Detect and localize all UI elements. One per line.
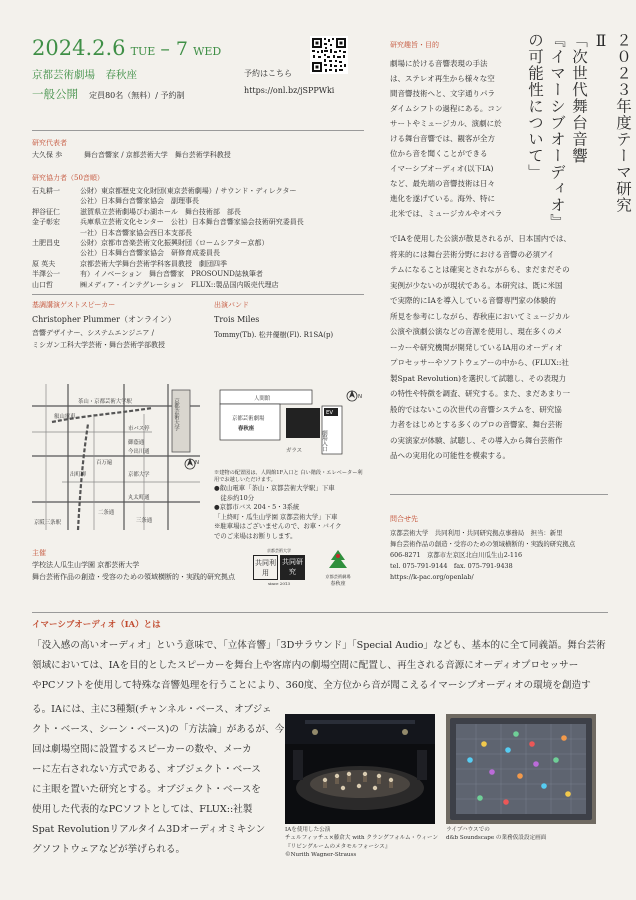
purpose-line: 力者をはじめとする多くのプロの音響家、舞台芸術: [390, 420, 563, 429]
date-sep: – 7: [160, 38, 188, 60]
photo1-caption-line: チェルフィッチュ×藤倉大 with クラングフォルム・ウィーン: [285, 835, 439, 842]
collab-member: [32, 269, 364, 279]
ia-line: る。IAには、主に3種類(チャンネル・ベース、オブジェ: [32, 704, 272, 715]
ia-line: 領域においては、IAを目的としたスピーカーを舞台上や客席内の劇場空間に配置し、再生される音源にオーディオプロセッサー: [32, 660, 579, 671]
photo2-caption-line: ライブハウスでの: [446, 827, 490, 833]
photo1-caption-line: ©Nurith Wagner-Strauss: [285, 852, 357, 859]
collab-desc: 公財）東京都歴史文化財団(東京芸術劇場）/ サウンド・ディレクター: [80, 187, 297, 195]
divider-speaker: [32, 294, 364, 295]
photo1-caption-line: IAを使用した公演: [285, 827, 331, 833]
qr-code-icon[interactable]: [310, 36, 348, 74]
purpose-line: 進化を遂げている。海外、特に: [390, 194, 495, 203]
collab-member: [32, 196, 364, 206]
divider-ia: [32, 612, 608, 613]
contact-block: [390, 528, 610, 583]
purpose-line: 位から音を聞くことができる: [390, 149, 488, 158]
divider-rep: [32, 130, 364, 131]
collab-name: [32, 196, 80, 206]
purpose-line: 所見を参考にしながら、春秋座においてミュージカル: [390, 311, 570, 321]
map-label-station: 茶山・京都芸術大学駅: [78, 399, 132, 405]
band-heading: 出演バンド: [214, 301, 249, 309]
reserve-label: 予約はこちら: [244, 69, 292, 78]
ia-line: グソフトウェアなどが挙げられる。: [32, 844, 186, 855]
title-line1: ２０２３年度テーマ研究Ⅱ: [592, 32, 632, 214]
collab-name: 山口哲: [32, 280, 53, 289]
ia-heading: イマーシブオーディオ（IA）とは: [32, 620, 161, 630]
software-screen-photo: [446, 714, 596, 824]
collab-name: [32, 228, 80, 238]
collab-name: [32, 248, 80, 258]
contact-line: tel. 075-791-9144 fax. 075-791-9438: [390, 562, 513, 570]
area-map: [32, 384, 200, 530]
purpose-line: など、最先端の音響技術は日々: [390, 179, 495, 188]
collab-name: 金子彰宏: [32, 218, 60, 227]
collab-member: [32, 238, 364, 248]
event-date: [32, 36, 221, 60]
purpose-line: ける舞台音響では、観客が全方: [390, 134, 495, 143]
venue-map-north: N: [358, 394, 363, 400]
photo1-caption: [285, 826, 437, 860]
purpose-line: 北米では、ミュージカルやオペラ: [390, 209, 503, 218]
purpose-wide: [390, 231, 608, 464]
collab-desc: 兵庫県立芸術文化センター 公社）日本舞台音響家協会技術研究委員長: [80, 218, 304, 227]
contact-line: 606-8271 京都市左京区北白川瓜生山2-116: [390, 551, 523, 559]
collab-member: [32, 259, 364, 269]
purpose-line: で実際的にIAを導入している音響専門家の体験的: [390, 296, 556, 305]
collab-name: 押谷征仁: [32, 207, 60, 216]
collab-member: [32, 228, 364, 238]
public-info: [32, 83, 185, 102]
map-label-marutamachi: 丸太町通: [128, 495, 150, 501]
joint-logo-top: 京都芸術大学: [267, 548, 291, 553]
organizer-line1: 学校法人瓜生山学園 京都芸術大学: [32, 561, 140, 569]
date-day2: WED: [193, 45, 222, 58]
purpose-line: は、ステレオ再生から様々な空: [390, 74, 495, 83]
contact-line: 舞台芸術作品の創造・受容のための領域横断的・実践的研究拠点: [390, 540, 576, 548]
collab-desc: 公財）京都市音楽芸術文化振興財団（ロームシアター京都）: [80, 239, 269, 248]
purpose-line: でIAを使用した公演が散見されるが、日本国内では、: [390, 234, 571, 243]
purpose-line: 将来的には舞台芸術分野における音響の必須アイ: [390, 249, 555, 259]
collab-desc: 滋賀県立芸術劇場びわ湖ホール 舞台技術部 部長: [80, 207, 241, 216]
collab-list: [32, 186, 364, 290]
map-label-busstop: 市バス停: [128, 426, 150, 432]
public-label: 一般公開: [32, 87, 78, 101]
rep-name: 大久保 歩: [32, 151, 63, 159]
map-label-kyodai: 京都大学: [128, 472, 150, 478]
speaker-desc1: 音響デザイナー、システムエンジニア /: [32, 329, 154, 337]
collab-name: 半澤公一: [32, 270, 60, 279]
purpose-line: 実例が少ないのが現状である。本研究は、既に米国: [390, 280, 563, 290]
ia-line: やPCソフトを使用して特殊な音響処理を行うことにより、360度、全方位から音が聞こえるイマーシブオーディオの環境を創造す: [32, 680, 591, 691]
organizer-heading: 主催: [32, 549, 46, 557]
collab-desc: 有）イノベーション 舞台音響家 PROSOUND誌執筆者: [80, 270, 263, 279]
venue-map-note: ※建物の配置図は、人間館1F入口と 白い階段・エレベーター利用でお越しいただけます。: [214, 470, 363, 483]
photo1-caption-line: 『リビングルームのメタモルフォーシス』: [285, 843, 391, 850]
purpose-line: 間音響技術へと、文字通りパラ: [390, 89, 495, 98]
map-campus-label: 京都芸術大学: [173, 398, 179, 431]
access-line: ※駐車場はございませんので、お車・バイク: [214, 522, 342, 531]
collab-desc: 一社）日本音響家協会西日本支部長: [80, 228, 192, 237]
photo2-caption: [446, 826, 598, 843]
contact-url[interactable]: https://k-pac.org/openlab/: [390, 573, 474, 581]
shunjuza-logo-line2: 春秋座: [330, 581, 346, 587]
shunjuza-logo-icon: [325, 548, 351, 570]
ia-narrow-text: [32, 700, 285, 860]
purpose-line: プロセッサーやソフトウェアーの中から、(FLUX::社: [390, 358, 569, 367]
joint-logo-2: 共同研究: [280, 555, 305, 580]
ia-line: 使用した代表的なPCソフトとしては、FLUX::社製: [32, 804, 253, 815]
venue-map-shunjuza: 春秋座: [238, 426, 255, 432]
access-line: でのご来場はお断りします。: [214, 531, 297, 540]
purpose-narrow: [390, 56, 520, 221]
shunjuza-logo-line1: 京都芸術劇場: [325, 574, 351, 579]
map-label-demachi: 出町柳: [70, 472, 87, 478]
collab-member: [32, 217, 364, 227]
band-members: Tommy(Tb). 松井優樹(Fl). R1SA(p): [214, 331, 334, 339]
purpose-line: サートやミュージカル、演劇に於: [390, 119, 502, 128]
collab-desc: 公社）日本舞台音響家協会 研修育成委員長: [80, 249, 220, 258]
ia-line: ーに左右されない方式である、オブジェクト・ベース: [32, 764, 261, 775]
purpose-line: 製Spat Revolution)を選択して試聴し、その表現力: [390, 373, 567, 383]
speaker-name: Christopher Plummer（オンライン）: [32, 315, 176, 324]
rep-row: [32, 150, 231, 160]
access-line: 「上終町・瓜生山学園 京都芸術大学」下車: [214, 512, 338, 521]
venue-map-ev: EV: [326, 410, 334, 416]
collab-name: 原 英夫: [32, 259, 56, 268]
ia-line: Spat Revolutionリアルタイム3Dオーディオミキシン: [32, 824, 266, 835]
joint-logo-1: 共同利用: [253, 555, 278, 580]
shunjuza-logo: [318, 548, 358, 587]
reserve-link[interactable]: https://onl.bz/jSPPWki: [244, 86, 335, 95]
purpose-line: ダイムシフトの過程にある。コン: [390, 104, 503, 113]
venue-map-ningenkan: 人間館: [254, 396, 271, 402]
purpose-line: テムになることは確実とされながらも、まだまだその: [390, 265, 570, 274]
map-label-sanjo: 三条通: [136, 518, 153, 524]
purpose-heading: 研究趣旨・目的: [390, 41, 439, 49]
map-north-label: N: [195, 460, 200, 466]
venue-map-theater: 京都芸術劇場: [232, 416, 265, 422]
collab-desc: 京都芸術大学舞台芸術学科客員教授 劇団四季: [80, 259, 227, 268]
purpose-line: ーカーや研究機関が開発しているIA用のオーディオ: [390, 342, 563, 352]
date-day1: TUE: [130, 45, 156, 58]
collab-name: 石丸耕一: [32, 187, 60, 195]
speaker-desc2: ミシガン工科大学芸術・舞台芸術学部教授: [32, 341, 165, 349]
date-start: 2024.2.6: [32, 36, 126, 60]
collab-member: [32, 207, 364, 217]
ia-line: 回は劇場空間に設置するスピーカーの数や、メーカ: [32, 744, 252, 755]
ia-full-text: [32, 636, 608, 696]
map-label-imadegawa: 今出川通: [128, 449, 150, 455]
access-info: [214, 484, 364, 542]
title-line2: 「次世代舞台音響: [570, 32, 588, 164]
access-line: 徒歩約10分: [214, 493, 255, 502]
purpose-line: の実演家が体験、試聴し、その導入から舞台芸術作: [390, 435, 563, 445]
photo2-caption-line: d&b Soundscape の業務仮設設定画面: [446, 835, 547, 842]
stage-performance-photo: [285, 714, 435, 824]
collab-heading: 研究協力者（50音順）: [32, 174, 104, 182]
rep-desc: 舞台音響家 / 京都芸術大学 舞台芸術学科教授: [84, 151, 231, 159]
access-line: ●叡山電車「茶山・京都芸術大学駅」下車: [214, 484, 335, 492]
collab-member: [32, 248, 364, 258]
ia-line: クト・ベース、シーン・ベース)の「方法論」があるが、今: [32, 724, 285, 735]
rep-heading: 研究代表者: [32, 139, 67, 147]
title-vertical: [524, 32, 634, 232]
map-label-hyakumanben: 百万遍: [96, 460, 113, 466]
purpose-line: 品への実用化の可能性を模索する。: [390, 451, 510, 460]
venue-map: [214, 384, 364, 468]
map-label-eiden: 叡山電車: [54, 414, 76, 420]
title-line4: の可能性について」: [526, 32, 544, 181]
collab-desc: ㈱メディア・インテグレーション FLUX::製品国内販売代理店: [80, 280, 279, 289]
venue-name: 京都芸術劇場 春秋座: [32, 69, 137, 81]
capacity-text: 定員80名（無料）/ 予約制: [89, 91, 185, 100]
joint-logo-bottom: since 2013: [268, 581, 290, 586]
venue-map-entrance: 劇場入口: [321, 430, 327, 452]
divider-contact: [390, 494, 608, 495]
speaker-heading: 基調講演ゲストスピーカー: [32, 301, 116, 309]
purpose-line: イマーシブオーディオ(以下IA): [390, 164, 494, 173]
collab-name: 土肥昌史: [32, 239, 60, 248]
purpose-line: 劇場に於ける音響表現の手法: [390, 59, 488, 68]
ia-line: 「没入感の高いオーディオ」という意味で、「立体音響」「3Dサラウンド」「Special Audio」なども、基本的に全て同義語。舞台芸術: [32, 640, 606, 651]
band-name: Trois Miles: [214, 315, 260, 324]
collab-member: [32, 280, 364, 290]
access-line: ●京都市バス 204・5・3系統: [214, 503, 300, 512]
collab-member: [32, 186, 364, 196]
title-line3: 『イマーシブオーディオ』: [548, 32, 566, 230]
purpose-line: 公演や演劇公演などの音源を使用し、現在多くのメ: [390, 327, 563, 336]
joint-logo: [253, 548, 305, 586]
map-label-nijo: 二条通: [98, 510, 115, 516]
organizer-line2: 舞台芸術作品の創造・受容のための領域横断的・実践的研究拠点: [32, 573, 235, 581]
purpose-line: 般的ではないこの次世代の音響システムを、研究協: [390, 404, 562, 414]
contact-heading: 問合せ先: [390, 515, 418, 523]
venue-map-glass: ガラス: [286, 448, 303, 454]
map-label-mikage: 御蔭通: [128, 440, 145, 446]
purpose-line: の特性や特徴を調査、研究する。また、まだあまり一: [390, 389, 570, 398]
ia-line: に主眼を置いた研究とする。オブジェクト・ベースを: [32, 784, 261, 795]
contact-line: 京都芸術大学 共同利用・共同研究拠点事務局 担当：新里: [390, 529, 563, 537]
collab-desc: 公社）日本舞台音響家協会 副理事長: [80, 197, 199, 206]
map-label-keihan-sanjo: 京阪三条駅: [34, 520, 61, 526]
